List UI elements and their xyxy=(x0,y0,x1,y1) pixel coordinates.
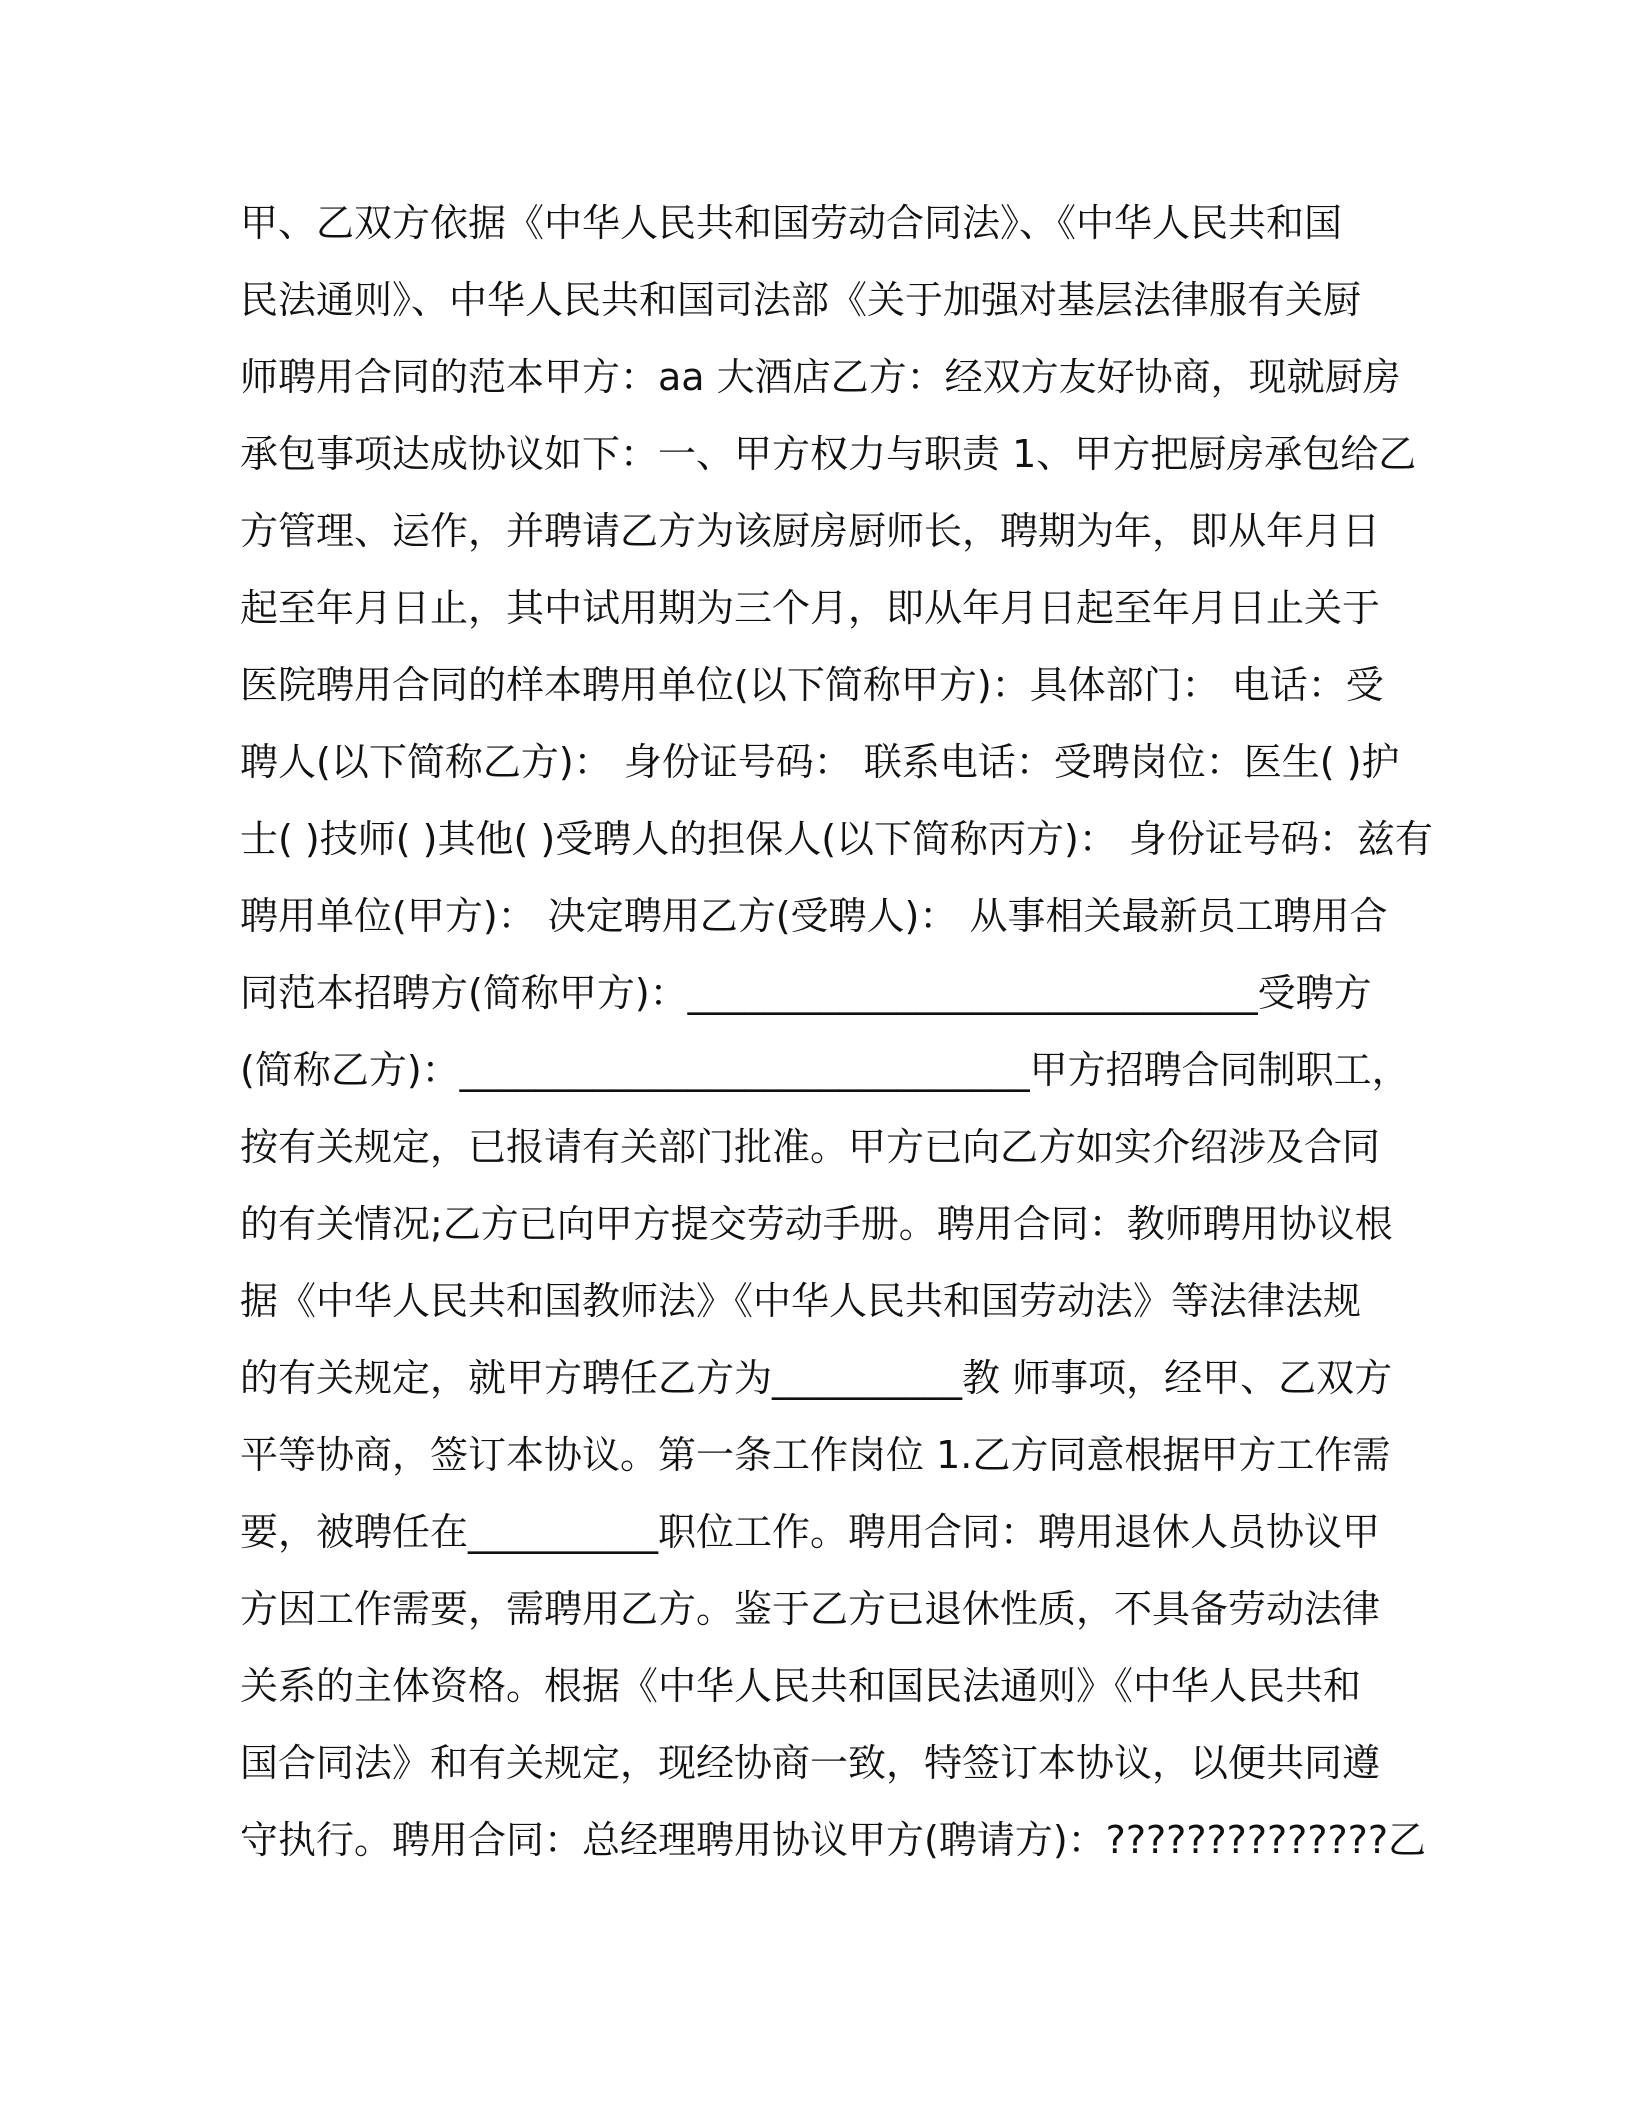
text-line: 关系的主体资格。根据《中华人民共和国民法通则》《中华人民共和 xyxy=(240,1664,1362,1708)
text-line: 的有关情况;乙方已向甲方提交劳动手册。聘用合同：教师聘用协议根 xyxy=(240,1202,1393,1246)
text-line: 聘用单位(甲方)： 决定聘用乙方(受聘人)： 从事相关最新员工聘用合 xyxy=(240,894,1388,938)
text-line: 国合同法》和有关规定，现经协商一致，特签订本协议，以便共同遵 xyxy=(240,1741,1381,1785)
text-line: (简称乙方)：______________________________甲方招聘合同制职工， xyxy=(240,1048,1410,1092)
text-line: 要，被聘任在__________职位工作。聘用合同：聘用退休人员协议甲 xyxy=(240,1510,1381,1554)
text-line: 方因工作需要，需聘用乙方。鉴于乙方已退休性质，不具备劳动法律 xyxy=(240,1587,1381,1631)
text-line: 守执行。聘用合同：总经理聘用协议甲方(聘请方)：??????????????乙 xyxy=(240,1818,1427,1862)
text-line: 甲、乙双方依据《中华人民共和国劳动合同法》、《中华人民共和国 xyxy=(240,201,1343,245)
text-line: 同范本招聘方(简称甲方)：______________________________受聘方 xyxy=(240,971,1372,1015)
text-line: 的有关规定，就甲方聘任乙方为__________教 师事项，经甲、乙双方 xyxy=(240,1356,1393,1400)
text-line: 师聘用合同的范本甲方：aa 大酒店乙方：经双方友好协商，现就厨房 xyxy=(240,355,1401,399)
text-line: 医院聘用合同的样本聘用单位(以下简称甲方)：具体部门： 电话：受 xyxy=(240,663,1384,707)
text-line: 据《中华人民共和国教师法》《中华人民共和国劳动法》等法律法规 xyxy=(240,1279,1362,1323)
text-line: 起至年月日止，其中试用期为三个月，即从年月日起至年月日止关于 xyxy=(240,586,1381,630)
document-body xyxy=(240,185,1440,1879)
text-line: 民法通则》、中华人民共和国司法部《关于加强对基层法律服有关厨 xyxy=(240,278,1362,322)
text-line: 按有关规定，已报请有关部门批准。甲方已向乙方如实介绍涉及合同 xyxy=(240,1125,1381,1169)
text-line: 聘人(以下简称乙方)： 身份证号码： 联系电话：受聘岗位：医生( )护 xyxy=(240,740,1400,784)
text-line: 方管理、运作，并聘请乙方为该厨房厨师长，聘期为年，即从年月日 xyxy=(240,509,1381,553)
text-line: 士( )技师( )其他( )受聘人的担保人(以下简称丙方)： 身份证号码：兹有 xyxy=(240,817,1433,861)
text-line: 平等协商，签订本协议。第一条工作岗位 1.乙方同意根据甲方工作需 xyxy=(240,1433,1391,1477)
text-line: 承包事项达成协议如下：一、甲方权力与职责 1、甲方把厨房承包给乙 xyxy=(240,432,1417,476)
